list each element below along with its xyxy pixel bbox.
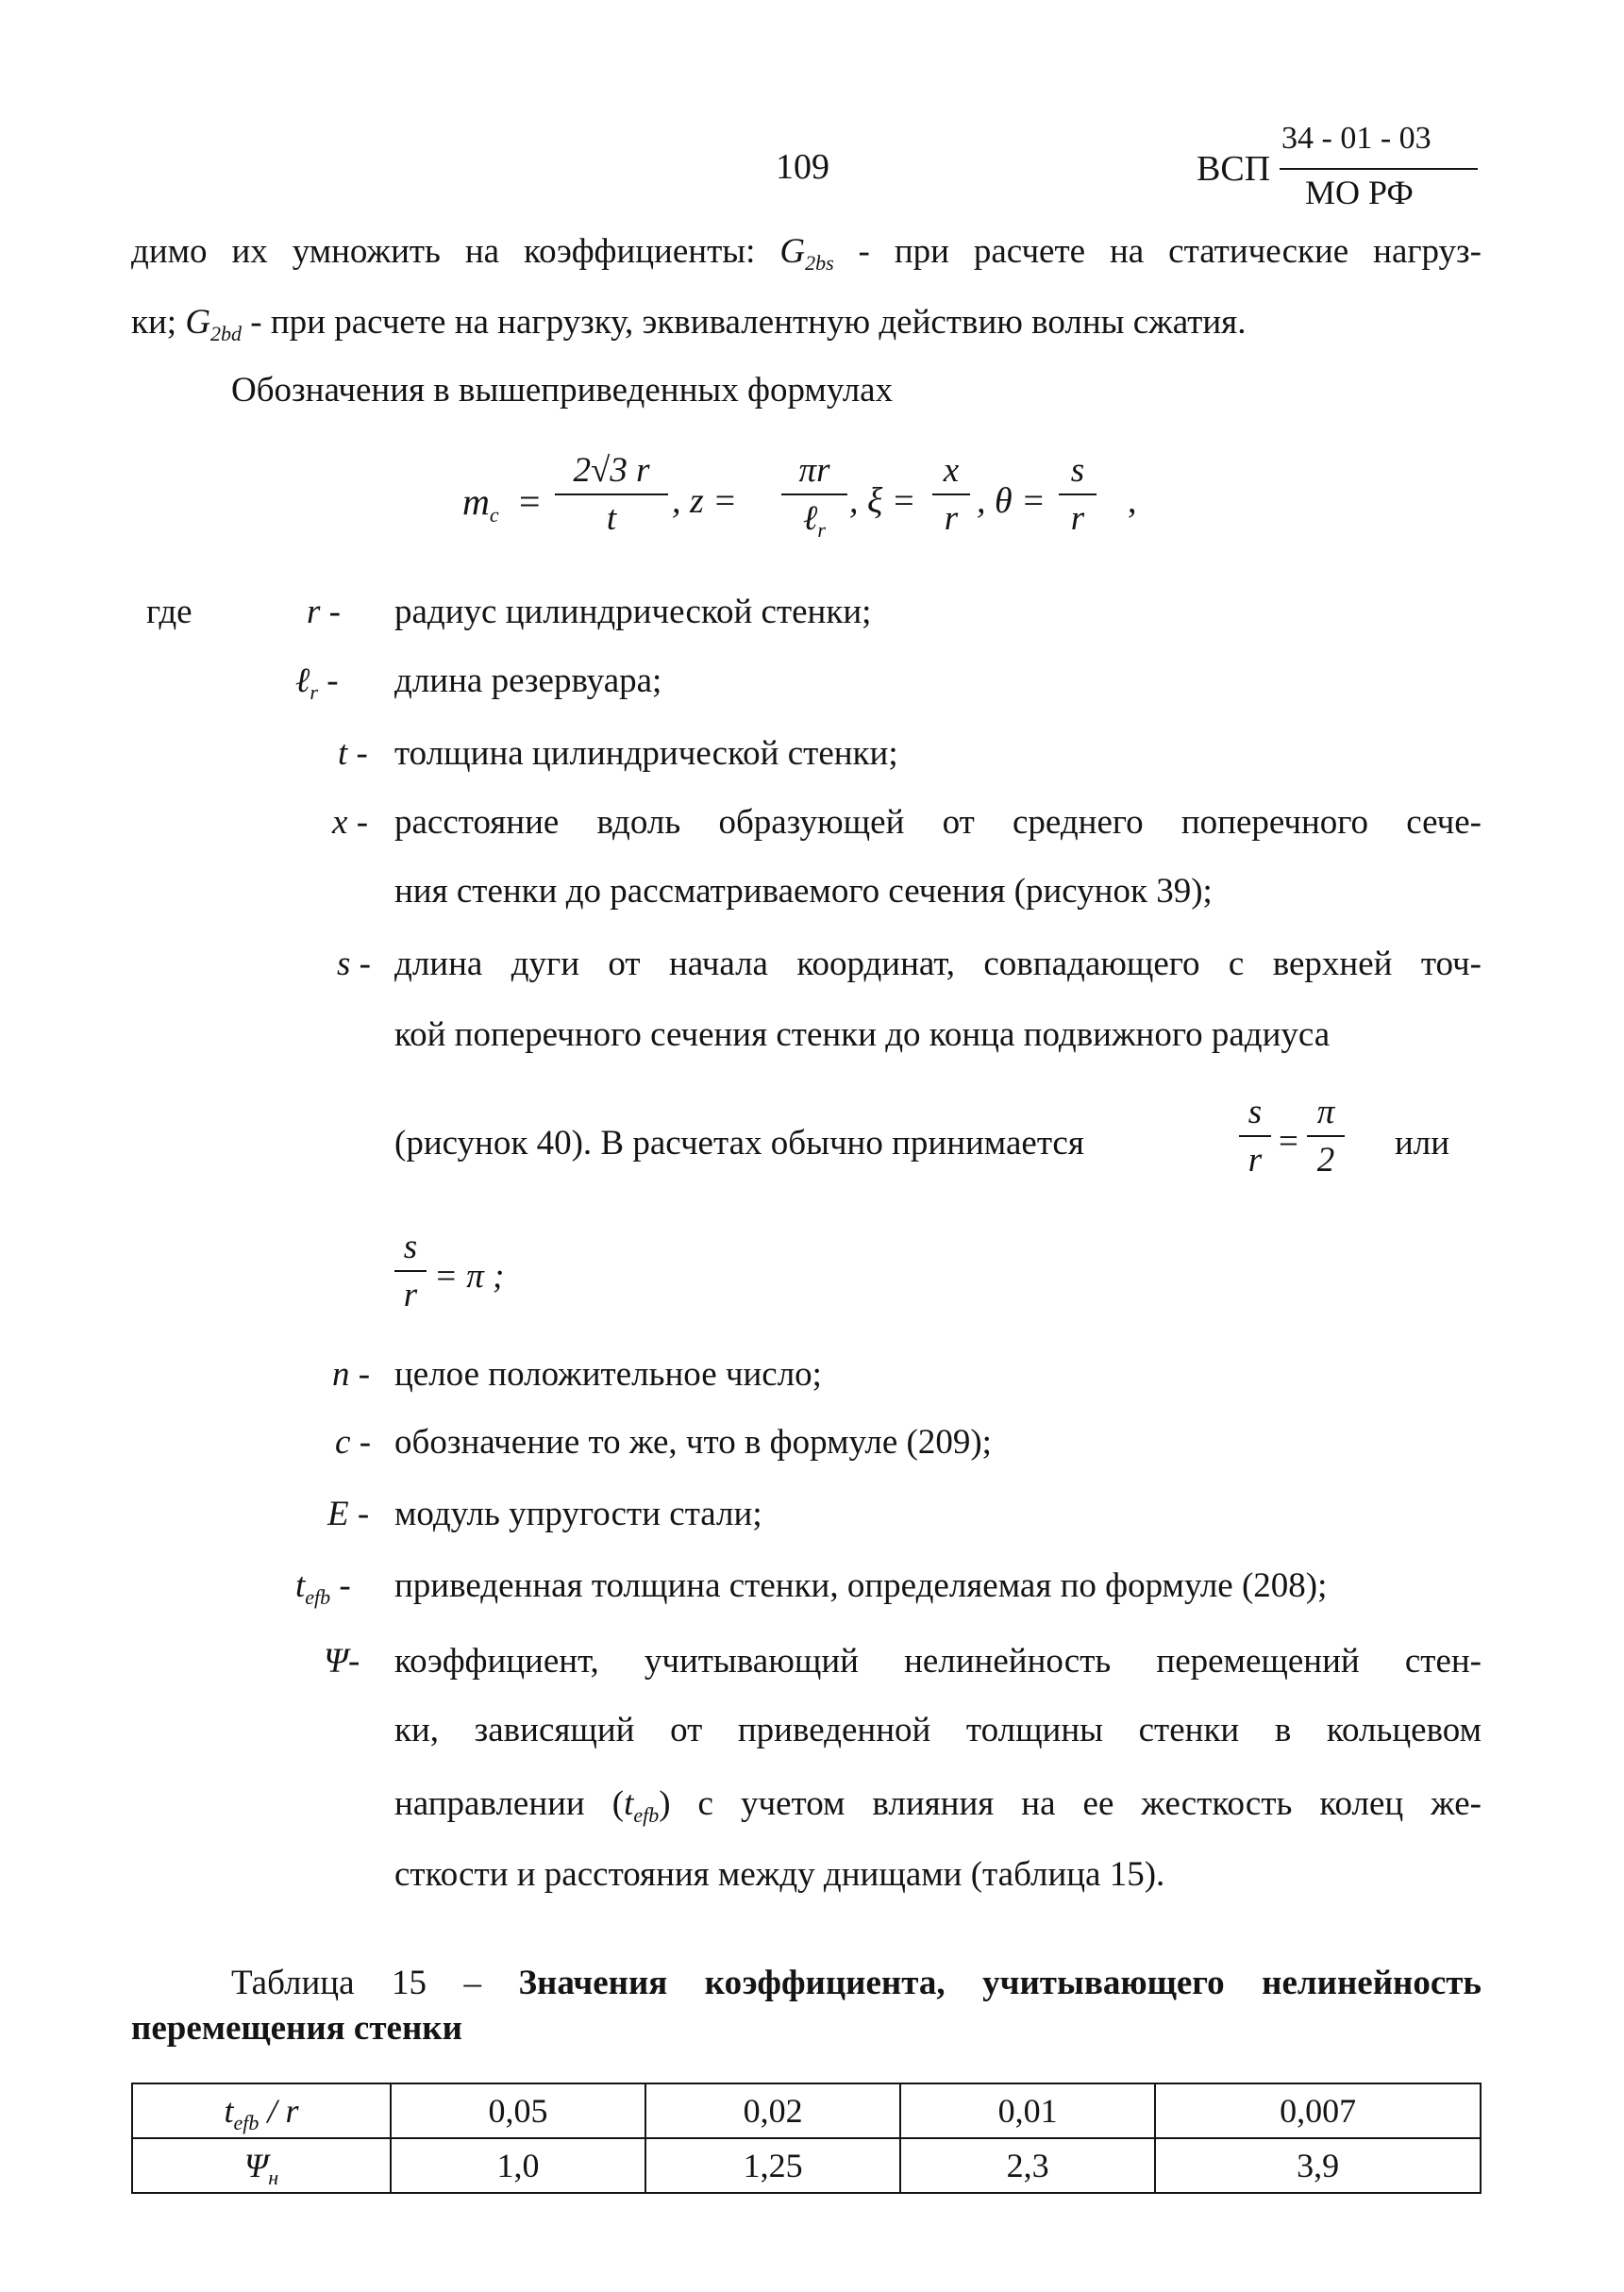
definition-n-symbol: n - <box>332 1355 371 1394</box>
definition-s-ratio-1: s r <box>1239 1095 1271 1178</box>
intro-line-1-a: димо их умножить на коэффициенты: <box>131 232 780 271</box>
definition-s-ratio-2: π 2 <box>1307 1095 1345 1178</box>
notation-heading: Обозначения в вышеприведенных формулах <box>231 371 894 410</box>
intro-line-1 <box>131 232 1482 275</box>
table-row <box>132 2083 1481 2138</box>
symbol-tefb-inline: $t_{efb}$ <box>624 1784 660 1827</box>
definition-tefb-symbol: $t_{efb}$ - <box>295 1566 351 1609</box>
definition-e-symbol: E - <box>327 1495 370 1533</box>
definition-s-text-2: кой поперечного сечения стенки до конца подвижного радиуса <box>394 1015 1331 1054</box>
table-15-caption-line-2: перемещения стенки <box>131 2009 462 2048</box>
formula-z-label: , z = <box>672 481 737 521</box>
table-cell: 2,3 <box>900 2138 1155 2193</box>
formula-theta-label: , θ = <box>977 481 1046 521</box>
table-cell: 0,02 <box>645 2083 900 2138</box>
definition-s-ratio-eq: = <box>1279 1122 1298 1161</box>
definition-psi-text-2-wrap <box>394 1713 1482 1748</box>
table-cell: 1,25 <box>645 2138 900 2193</box>
definition-tefb-text: приведенная толщина стенки, определяемая по формуле (208); <box>394 1566 1328 1605</box>
symbol-g2bd: $G_{2bd}$ <box>185 303 243 345</box>
definition-s-symbol: s - <box>337 945 371 983</box>
formula-eq-1: = <box>519 480 541 523</box>
table-15-caption-line-1 <box>231 1966 1482 2000</box>
table-15-caption-prefix: Таблица 15 – <box>231 1964 519 2002</box>
definition-s-text-3: (рисунок 40). В расчетах обычно принимается <box>394 1124 1084 1163</box>
document-code <box>1197 123 1480 217</box>
table-15-caption-title: Значения коэффициента, учитывающего нелинейность <box>518 1964 1482 2002</box>
symbol-g2bs: $G_{2bs}$ <box>779 232 834 275</box>
document-code-prefix: ВСП <box>1197 149 1271 189</box>
table-row-header-psi: $\Psi_н$ <box>132 2138 391 2193</box>
formula-tail: , <box>1128 481 1137 521</box>
table-row-header-tefb-r: $t_{efb}$ / r <box>132 2083 391 2138</box>
formula-mc-fraction: 2√3 r t <box>555 453 668 536</box>
definition-psi-text-2: ки, зависящий от приведенной толщины стенки в кольцевом <box>394 1711 1482 1749</box>
intro-line-2: ки; $G_{2bd}$ - при расчете на нагрузку, эквивалентную действию волны сжатия. <box>131 303 1247 345</box>
definition-psi-text-3: направлении $(t_{efb})$ с учетом влияния на ее жесткость колец же- <box>394 1784 1482 1827</box>
definition-c-symbol: c - <box>335 1423 372 1462</box>
definition-r-symbol: r - <box>307 593 341 631</box>
definition-psi-text-1: коэффициент, учитывающий нелинейность перемещений стен- <box>394 1642 1482 1681</box>
table-cell: 0,01 <box>900 2083 1155 2138</box>
table-15 <box>131 2083 1482 2194</box>
definition-psi-symbol: Ψ- <box>324 1642 360 1681</box>
formula-xi-label: , ξ = <box>849 481 916 521</box>
definition-t-symbol: t - <box>338 734 368 773</box>
definition-lr-text: длина резервуара; <box>394 661 662 700</box>
definition-t-text: толщина цилиндрической стенки; <box>394 734 898 773</box>
definition-e-text: модуль упругости стали; <box>394 1495 762 1533</box>
definition-lr-symbol: ℓ$_r$ - <box>295 661 339 704</box>
definition-s-ratio-3-tail: = π ; <box>434 1257 505 1296</box>
table-cell: 0,05 <box>391 2083 645 2138</box>
definition-r-text: радиус цилиндрической стенки; <box>394 593 872 631</box>
definition-psi-text-4: сткости и расстояния между днищами (таблица 15). <box>394 1855 1165 1894</box>
document-code-rule <box>1280 168 1478 170</box>
table-row <box>132 2138 1481 2193</box>
formula-theta-fraction: s r <box>1059 453 1097 536</box>
page-number: 109 <box>776 147 829 187</box>
definition-s-or: или <box>1395 1124 1450 1163</box>
intro-line-1-text <box>131 232 1482 275</box>
table-cell: 3,9 <box>1155 2138 1481 2193</box>
definition-n-text: целое положительное число; <box>394 1355 822 1394</box>
intro-line-1-b: - при расчете на статические нагруз- <box>833 232 1482 271</box>
table-cell: 0,007 <box>1155 2083 1481 2138</box>
document-code-top: 34 - 01 - 03 <box>1281 121 1431 156</box>
formula-z-fraction: πr ℓ$_r$ <box>781 453 847 536</box>
definition-psi-text-3-wrap <box>394 1784 1482 1827</box>
formula-xi-fraction: x r <box>932 453 970 536</box>
definition-x-symbol: x - <box>332 803 369 842</box>
definition-x-text-1: расстояние вдоль образующей от среднего поперечного сече- <box>394 803 1482 842</box>
definition-c-text: обозначение то же, что в формуле (209); <box>394 1423 992 1462</box>
definition-x-text-2: ния стенки до рассматриваемого сечения (рисунок 39); <box>394 872 1213 911</box>
formula-mc: $m_c$ <box>462 480 499 527</box>
table-cell: 1,0 <box>391 2138 645 2193</box>
definition-s-ratio-3: s r <box>394 1230 427 1313</box>
notation-formula <box>453 443 1170 566</box>
where-label: где <box>146 593 193 631</box>
definition-s-text-1: длина дуги от начала координат, совпадающего с верхней точ- <box>394 945 1482 983</box>
document-code-bottom: МО РФ <box>1305 174 1414 211</box>
